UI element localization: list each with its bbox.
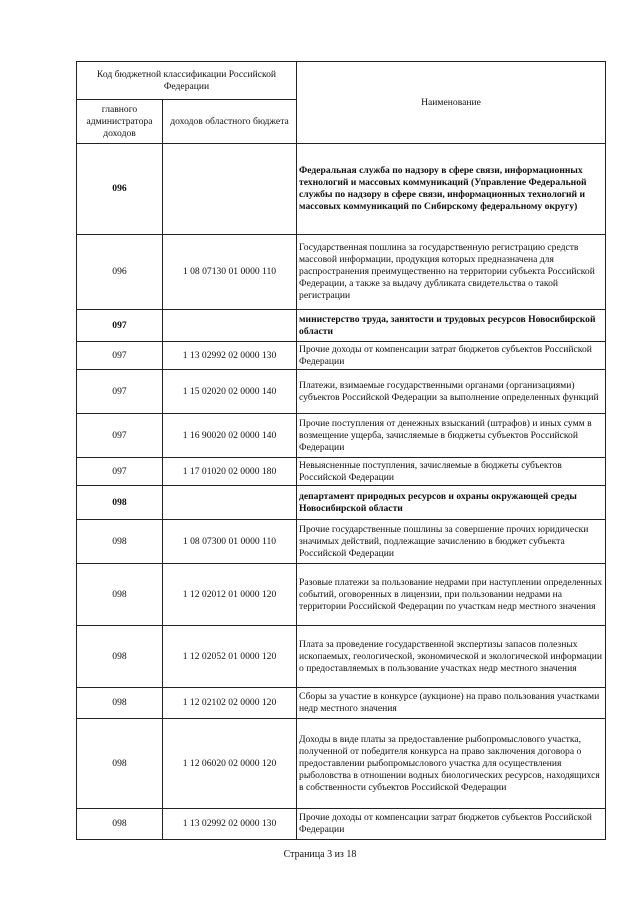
income-code-cell bbox=[163, 144, 297, 235]
income-code-cell: 1 13 02992 02 0000 130 bbox=[163, 809, 297, 840]
income-code-cell: 1 16 90020 02 0000 140 bbox=[163, 414, 297, 458]
income-code-cell: 1 08 07300 01 0000 110 bbox=[163, 520, 297, 564]
name-cell: Невыясненные поступления, зачисляемые в бюджеты субъектов Российской Федерации bbox=[297, 458, 606, 486]
table-row bbox=[77, 370, 606, 414]
income-code-cell bbox=[163, 310, 297, 342]
table-row bbox=[77, 235, 606, 310]
budget-classification-table bbox=[76, 61, 606, 840]
income-code-cell: 1 08 07130 01 0000 110 bbox=[163, 235, 297, 310]
name-cell: Прочие доходы от компенсации затрат бюджетов субъектов Российской Федерации bbox=[297, 342, 606, 370]
admin-code-cell: 096 bbox=[77, 235, 163, 310]
name-cell: Доходы в виде платы за предоставление рыбопромыслового участка, полученной от победителя конкурса на право заключения договора о предоставлении рыбопромыслового участка для осуществления рыболовства в отношении водных биологических ресурсов, находящихся в собственности субъектов Российской Федерации bbox=[297, 719, 606, 809]
admin-code-cell: 097 bbox=[77, 342, 163, 370]
income-code-cell bbox=[163, 486, 297, 520]
table-row bbox=[77, 414, 606, 458]
name-cell: Государственная пошлина за государственную регистрацию средств массовой информации, продукция которых предназначена для распространения преимущественно на территории субъекта Российской Федерации, а также за выдачу дубликата свидетельства о такой регистрации bbox=[297, 235, 606, 310]
name-cell: министерство труда, занятости и трудовых ресурсов Новосибирской области bbox=[297, 310, 606, 342]
name-cell: Прочие поступления от денежных взысканий (штрафов) и иных сумм в возмещение ущерба, зачисляемые в бюджеты субъектов Российской Федерации bbox=[297, 414, 606, 458]
name-cell: Федеральная служба по надзору в сфере связи, информационных технологий и массовых коммуникаций (Управление Федеральной службы по надзору в сфере связи, информационных технологий и массовых коммуникаций по Сибирскому федеральному округу) bbox=[297, 144, 606, 235]
table-row bbox=[77, 144, 606, 235]
table-row bbox=[77, 342, 606, 370]
table-row bbox=[77, 520, 606, 564]
admin-code-cell: 098 bbox=[77, 809, 163, 840]
header-row bbox=[77, 62, 606, 100]
name-cell: Платежи, взимаемые государственными органами (организациями) субъектов Российской Федерации за выполнение определенных функций bbox=[297, 370, 606, 414]
income-code-cell: 1 12 02052 01 0000 120 bbox=[163, 626, 297, 688]
admin-code-cell: 098 bbox=[77, 626, 163, 688]
income-code-cell: 1 15 02020 02 0000 140 bbox=[163, 370, 297, 414]
table-row bbox=[77, 809, 606, 840]
table-row bbox=[77, 688, 606, 719]
header-classification-code: Код бюджетной классификации Российской Федерации bbox=[77, 62, 297, 100]
admin-code-cell: 097 bbox=[77, 310, 163, 342]
table-row bbox=[77, 310, 606, 342]
admin-code-cell: 097 bbox=[77, 458, 163, 486]
income-code-cell: 1 12 02102 02 0000 120 bbox=[163, 688, 297, 719]
admin-code-cell: 098 bbox=[77, 719, 163, 809]
admin-code-cell: 097 bbox=[77, 370, 163, 414]
page-number: Страница 3 из 18 bbox=[283, 849, 357, 860]
name-cell: Прочие государственные пошлины за совершение прочих юридически значимых действий, подлежащие зачислению в бюджет субъекта Российской Федерации bbox=[297, 520, 606, 564]
income-code-cell: 1 13 02992 02 0000 130 bbox=[163, 342, 297, 370]
name-cell: Плата за проведение государственной экспертизы запасов полезных ископаемых, геологической, экономической и экологической информации о предоставляемых в пользование участках недр местного значения bbox=[297, 626, 606, 688]
income-code-cell: 1 12 02012 01 0000 120 bbox=[163, 564, 297, 626]
admin-code-cell: 098 bbox=[77, 486, 163, 520]
name-cell: Прочие доходы от компенсации затрат бюджетов субъектов Российской Федерации bbox=[297, 809, 606, 840]
income-code-cell: 1 17 01020 02 0000 180 bbox=[163, 458, 297, 486]
table-row bbox=[77, 719, 606, 809]
income-code-cell: 1 12 06020 02 0000 120 bbox=[163, 719, 297, 809]
admin-code-cell: 098 bbox=[77, 520, 163, 564]
header-name: Наименование bbox=[297, 62, 606, 144]
header-admin-code: главного администратора доходов bbox=[77, 100, 163, 144]
name-cell: Сборы за участие в конкурсе (аукционе) на право пользования участками недр местного значения bbox=[297, 688, 606, 719]
name-cell: Разовые платежи за пользование недрами при наступлении определенных событий, оговоренных в лицензии, при пользовании недрами на территории Российской Федерации по участкам недр местного значения bbox=[297, 564, 606, 626]
admin-code-cell: 098 bbox=[77, 688, 163, 719]
admin-code-cell: 098 bbox=[77, 564, 163, 626]
admin-code-cell: 097 bbox=[77, 414, 163, 458]
header-income-code: доходов областного бюджета bbox=[163, 100, 297, 144]
name-cell: департамент природных ресурсов и охраны окружающей среды Новосибирской области bbox=[297, 486, 606, 520]
table-row bbox=[77, 564, 606, 626]
admin-code-cell: 096 bbox=[77, 144, 163, 235]
table-row bbox=[77, 486, 606, 520]
table-row bbox=[77, 626, 606, 688]
table-row bbox=[77, 458, 606, 486]
